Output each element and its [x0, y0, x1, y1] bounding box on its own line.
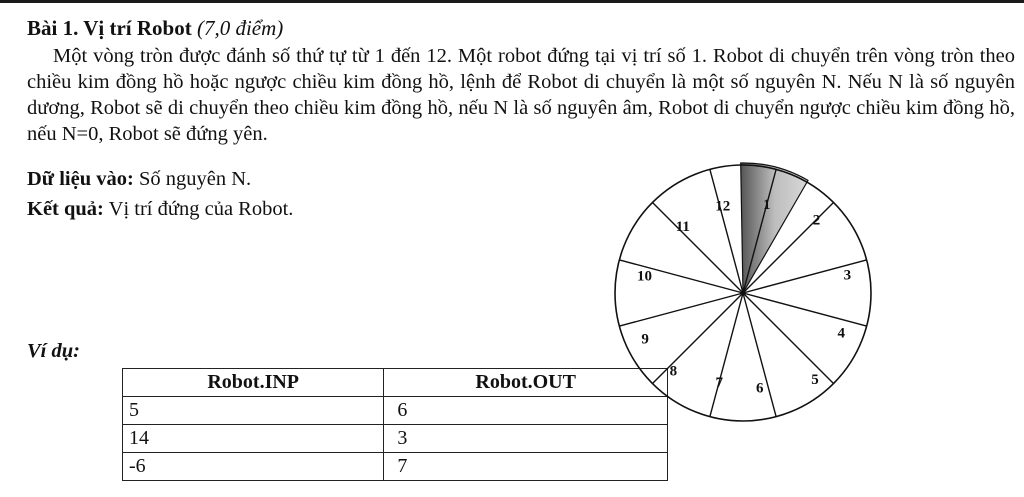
sector-divider	[743, 293, 867, 326]
cell-input: -6	[123, 453, 384, 481]
problem-description: Một vòng tròn được đánh số thứ tự từ 1 đến 12. Một robot đứng tại vị trí số 1. Robot di chuyển trên vòng tròn theo chiều kim đồng hồ hoặc ngược chiều kim đồng hồ, lệnh để Robot di chuyển là một số nguyên N. Nếu N là số nguyên dương, Robot sẽ di chuyển theo chiều kim đồng hồ, nếu N là số nguyên âm, Robot di chuyển ngược chiều kim đồng hồ, nếu N=0, Robot sẽ đứng yên.	[27, 45, 1015, 145]
position-label-6: 6	[755, 380, 764, 397]
title-bold: Bài 1. Vị trí Robot	[27, 16, 192, 40]
sector-divider	[743, 293, 834, 384]
sector-divider	[710, 293, 743, 417]
position-label-12: 12	[715, 198, 731, 215]
header-input: Robot.INP	[123, 369, 384, 397]
position-label-7: 7	[715, 374, 723, 391]
output-label: Kết quả:	[27, 198, 104, 220]
example-label: Ví dụ:	[27, 340, 80, 362]
position-label-4: 4	[837, 325, 846, 342]
sector-divider	[743, 293, 776, 417]
position-label-10: 10	[637, 268, 652, 285]
robot-start-sector	[741, 163, 808, 293]
position-label-8: 8	[669, 363, 678, 380]
position-label-11: 11	[675, 219, 690, 236]
cell-output: 3	[384, 425, 668, 453]
title-points: (7,0 điểm)	[196, 16, 284, 40]
position-label-3: 3	[843, 267, 852, 284]
input-text: Số nguyên N.	[138, 168, 252, 190]
input-label: Dữ liệu vào:	[27, 168, 134, 190]
cell-input: 14	[123, 425, 384, 453]
cell-output: 7	[384, 453, 668, 481]
position-label-2: 2	[812, 212, 821, 229]
sector-divider	[710, 169, 743, 293]
position-label-1: 1	[763, 197, 771, 214]
position-label-9: 9	[641, 331, 649, 348]
header-output: Robot.OUT	[384, 369, 668, 397]
sector-divider	[619, 293, 743, 326]
cell-input: 5	[123, 397, 384, 425]
sector-divider	[653, 293, 744, 384]
position-label-5: 5	[811, 371, 819, 388]
output-text: Vị trí đứng của Robot.	[108, 198, 294, 220]
sector-divider	[653, 203, 744, 294]
cell-output: 6	[384, 397, 668, 425]
